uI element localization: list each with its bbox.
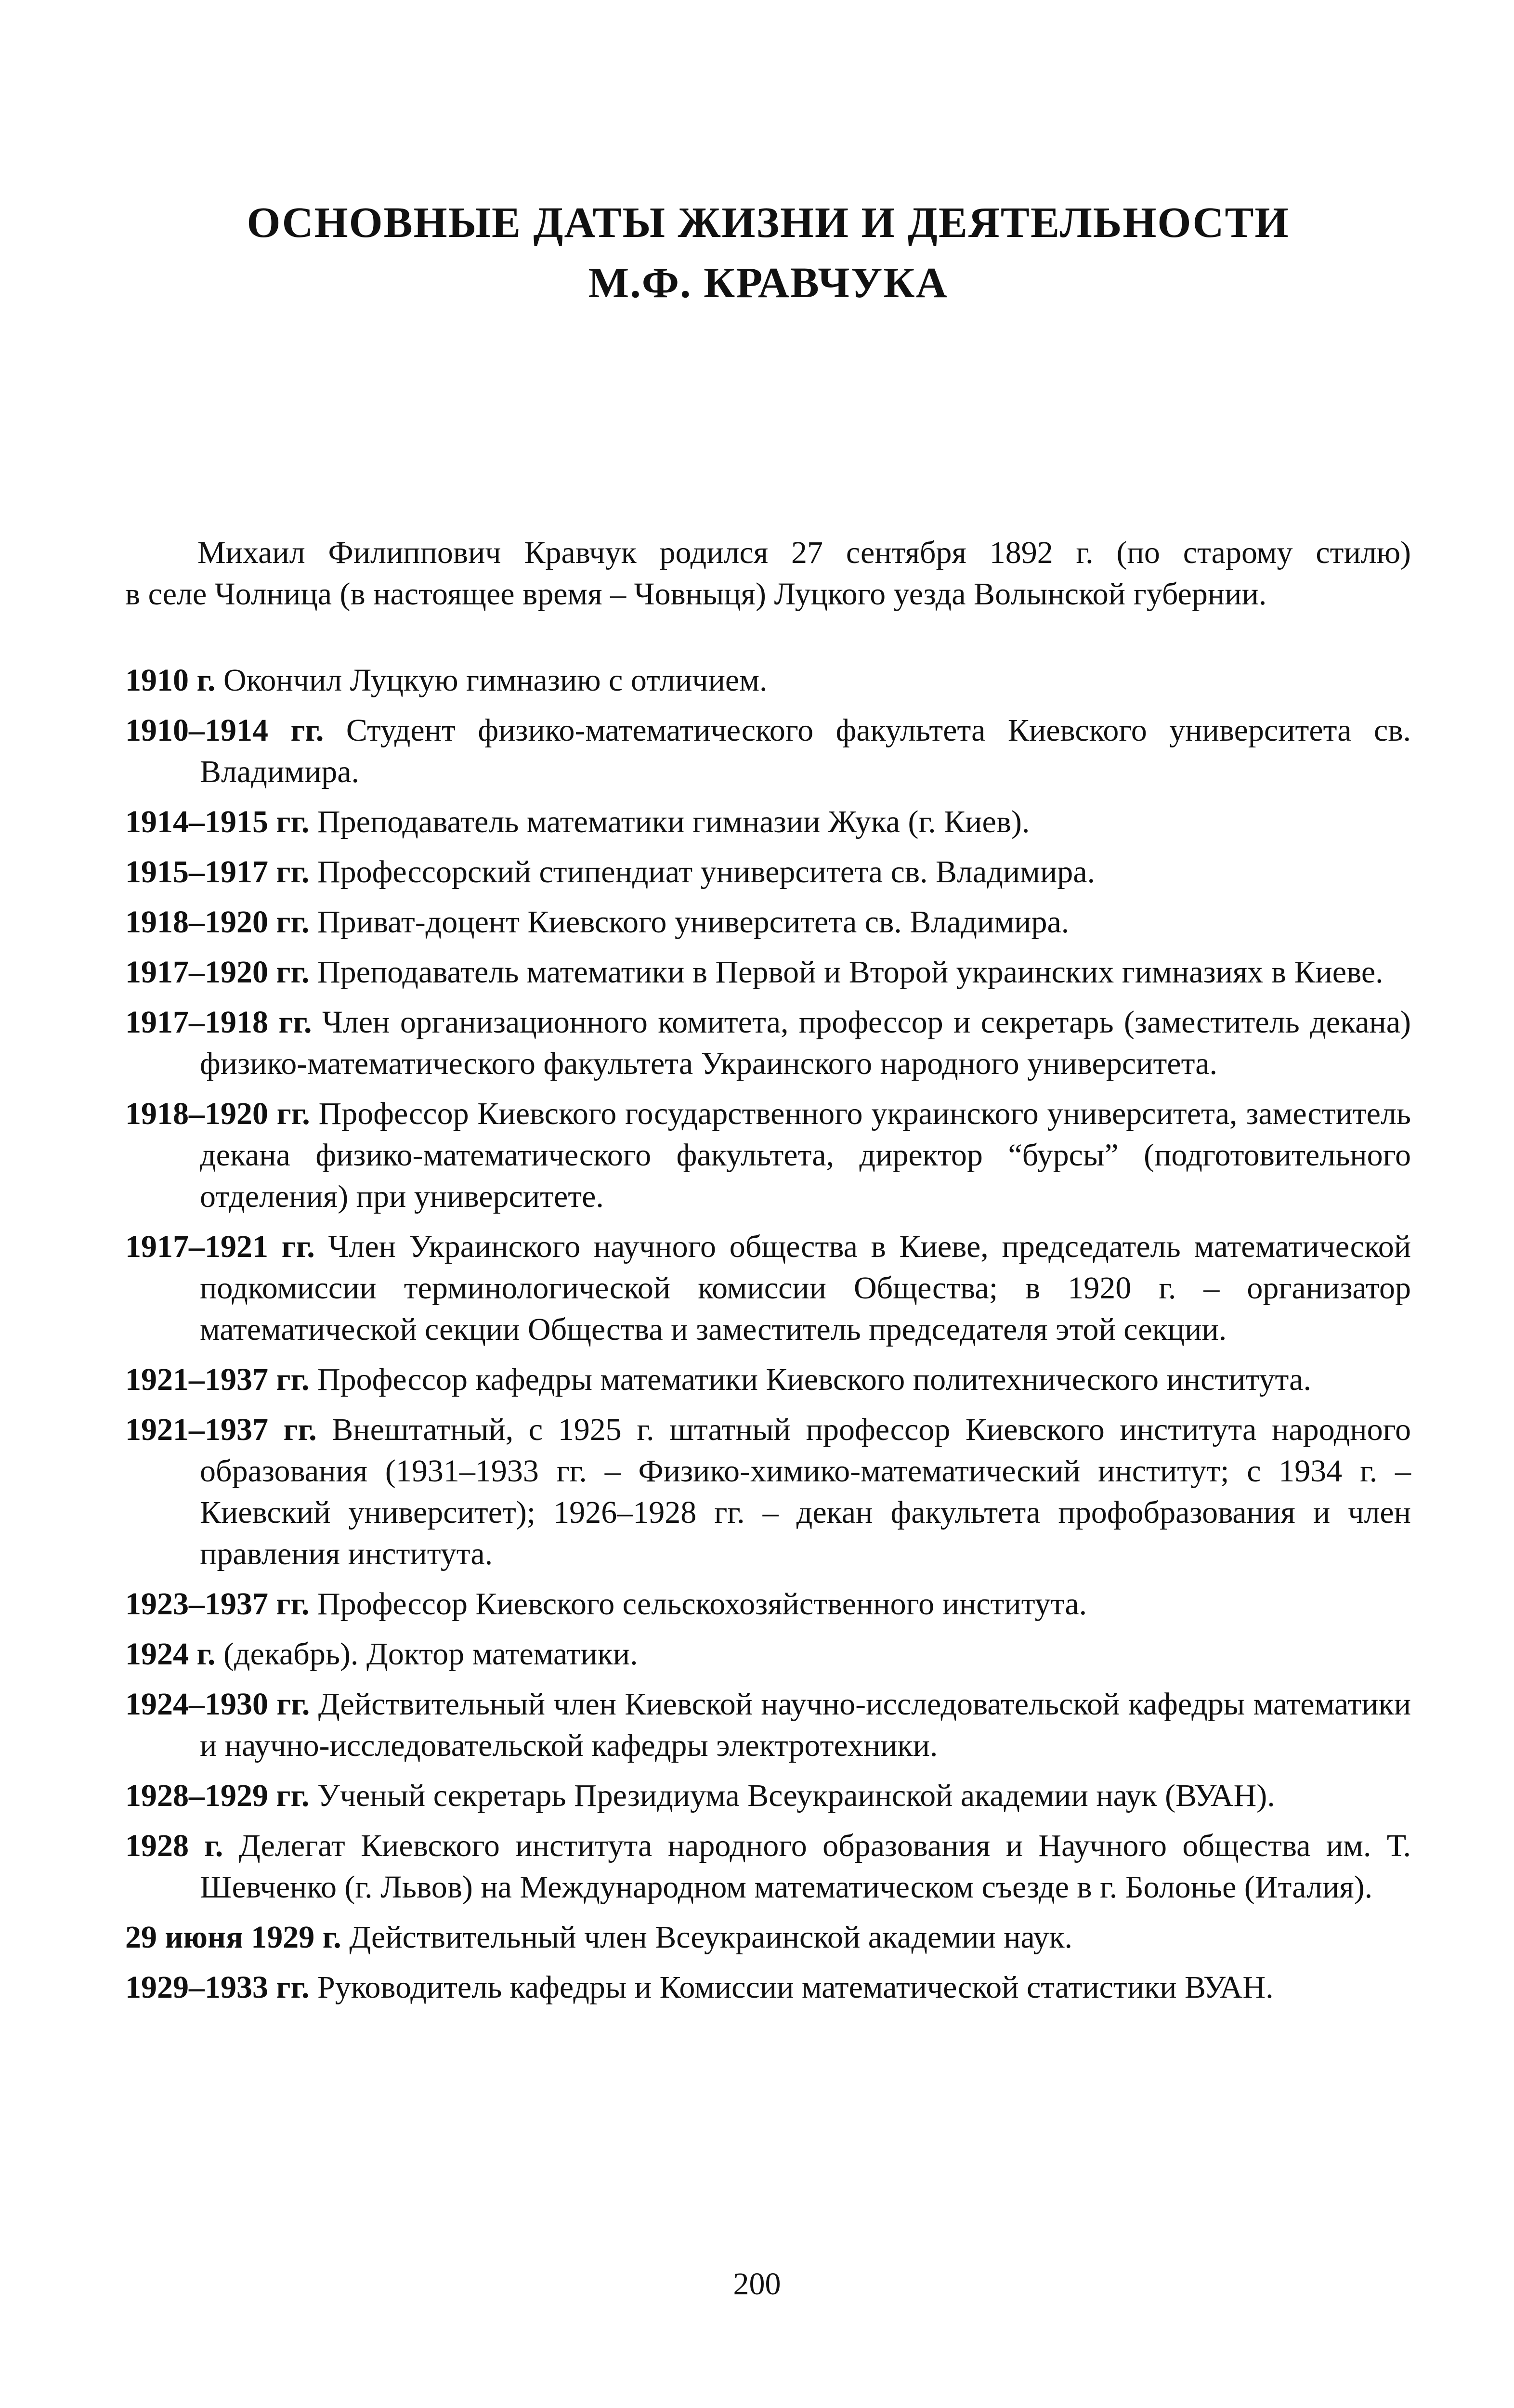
entry-text: Преподаватель математики гимназии Жука (г. Киев). (317, 804, 1030, 839)
timeline-entry (125, 1917, 1411, 1958)
entry-date: 1918–1920 гг. (125, 904, 310, 940)
entry-text: Профессор Киевского сельскохозяйственного института. (317, 1586, 1087, 1622)
entry-date: 1915–1917 гг. (125, 854, 310, 890)
title-line-2: М.Ф. КРАВЧУКА (588, 259, 948, 307)
timeline-entry (125, 1967, 1411, 2008)
page-title (125, 193, 1411, 313)
entry-text: Профессор кафедры математики Киевского политехнического института. (317, 1362, 1311, 1397)
entry-text: Ученый секретарь Президиума Всеукраинской академии наук (ВУАН). (317, 1778, 1275, 1813)
timeline-entry (125, 1093, 1411, 1217)
page-number: 200 (733, 2266, 781, 2302)
entry-text: Действительный член Всеукраинской академии наук. (349, 1920, 1073, 1955)
entry-date: 1917–1920 гг. (125, 955, 310, 990)
entry-text: Профессорский стипендиат университета св. Владимира. (317, 854, 1096, 890)
timeline-entry (125, 710, 1411, 793)
entry-text: (декабрь). Доктор математики. (223, 1636, 638, 1672)
timeline-entry (125, 1359, 1411, 1400)
entry-date: 1928–1929 гг. (125, 1778, 310, 1813)
timeline-entry (125, 660, 1411, 701)
title-line-1: ОСНОВНЫЕ ДАТЫ ЖИЗНИ И ДЕЯТЕЛЬНОСТИ (247, 199, 1290, 247)
entry-date: 1924 г. (125, 1636, 216, 1672)
entry-date: 1928 г. (125, 1828, 223, 1863)
timeline-entry (125, 851, 1411, 893)
entry-text: Приват-доцент Киевского университета св. Владимира. (317, 904, 1070, 940)
timeline-entry (125, 1684, 1411, 1767)
entry-text: Делегат Киевского института народного образования и Научного общества им. Т. Шевченко (г. Львов) на Международном математическом съезде в г. Болонье (Италия). (200, 1828, 1411, 1905)
entry-text: Профессор Киевского государственного украинского университета, заместитель декана физико-математического факультета, директор “бурсы” (подготовительного отделения) при университете. (200, 1096, 1411, 1214)
entry-date: 1929–1933 гг. (125, 1970, 310, 2005)
entry-text: Внештатный, с 1925 г. штатный профессор Киевского института народного образования (1931–1933 гг. – Физико-химико-математический институт; с 1934 г. – Киевский университет); 1926–1928 гг. – декан факультета профобразования и член правления института. (200, 1412, 1411, 1571)
timeline-entry (125, 801, 1411, 843)
entry-date: 1923–1937 гг. (125, 1586, 310, 1622)
timeline-entry (125, 1002, 1411, 1085)
intro-line-1: Михаил Филиппович Кравчук родился 27 сентября 1892 г. (по старому стилю) (197, 535, 1411, 570)
entry-date: 1921–1937 гг. (125, 1362, 310, 1397)
timeline-entry (125, 1584, 1411, 1625)
entry-text: Член организационного комитета, профессор и секретарь (заместитель декана) физико-математического факультета Украинского народного университета. (200, 1005, 1411, 1081)
intro-line-2: в селе Чолница (в настоящее время – Човныця) Луцкого уезда Волынской губернии. (125, 576, 1267, 612)
entry-text: Руководитель кафедры и Комиссии математической статистики ВУАН. (317, 1970, 1274, 2005)
timeline-entry (125, 1825, 1411, 1908)
entry-text: Студент физико-математического факультета Киевского университета св. Владимира. (200, 713, 1411, 789)
entry-date: 1918–1920 гг. (125, 1096, 310, 1131)
entry-date: 29 июня 1929 г. (125, 1920, 341, 1955)
entry-date: 1924–1930 гг. (125, 1687, 310, 1722)
entry-date: 1910 г. (125, 663, 216, 698)
entry-text: Преподаватель математики в Первой и Второй украинских гимназиях в Киеве. (317, 955, 1383, 990)
timeline-entry (125, 1409, 1411, 1575)
entry-date: 1910–1914 гг. (125, 713, 324, 748)
entry-text: Член Украинского научного общества в Киеве, председатель математической подкомиссии терминологической комиссии Общества; в 1920 г. – организатор математической секции Общества и заместитель председателя этой секции. (200, 1229, 1411, 1347)
timeline-list (125, 660, 1411, 2017)
entry-date: 1921–1937 гг. (125, 1412, 317, 1447)
timeline-entry (125, 952, 1411, 993)
entry-date: 1917–1921 гг. (125, 1229, 315, 1264)
entry-text: Действительный член Киевской научно-исследовательской кафедры математики и научно-исследовательской кафедры электротехники. (200, 1687, 1411, 1763)
entry-date: 1917–1918 гг. (125, 1005, 312, 1040)
timeline-entry (125, 1634, 1411, 1675)
timeline-entry (125, 1775, 1411, 1817)
intro-paragraph (125, 532, 1411, 615)
entry-text: Окончил Луцкую гимназию с отличием. (223, 663, 768, 698)
timeline-entry (125, 902, 1411, 943)
entry-date: 1914–1915 гг. (125, 804, 310, 839)
timeline-entry (125, 1226, 1411, 1350)
